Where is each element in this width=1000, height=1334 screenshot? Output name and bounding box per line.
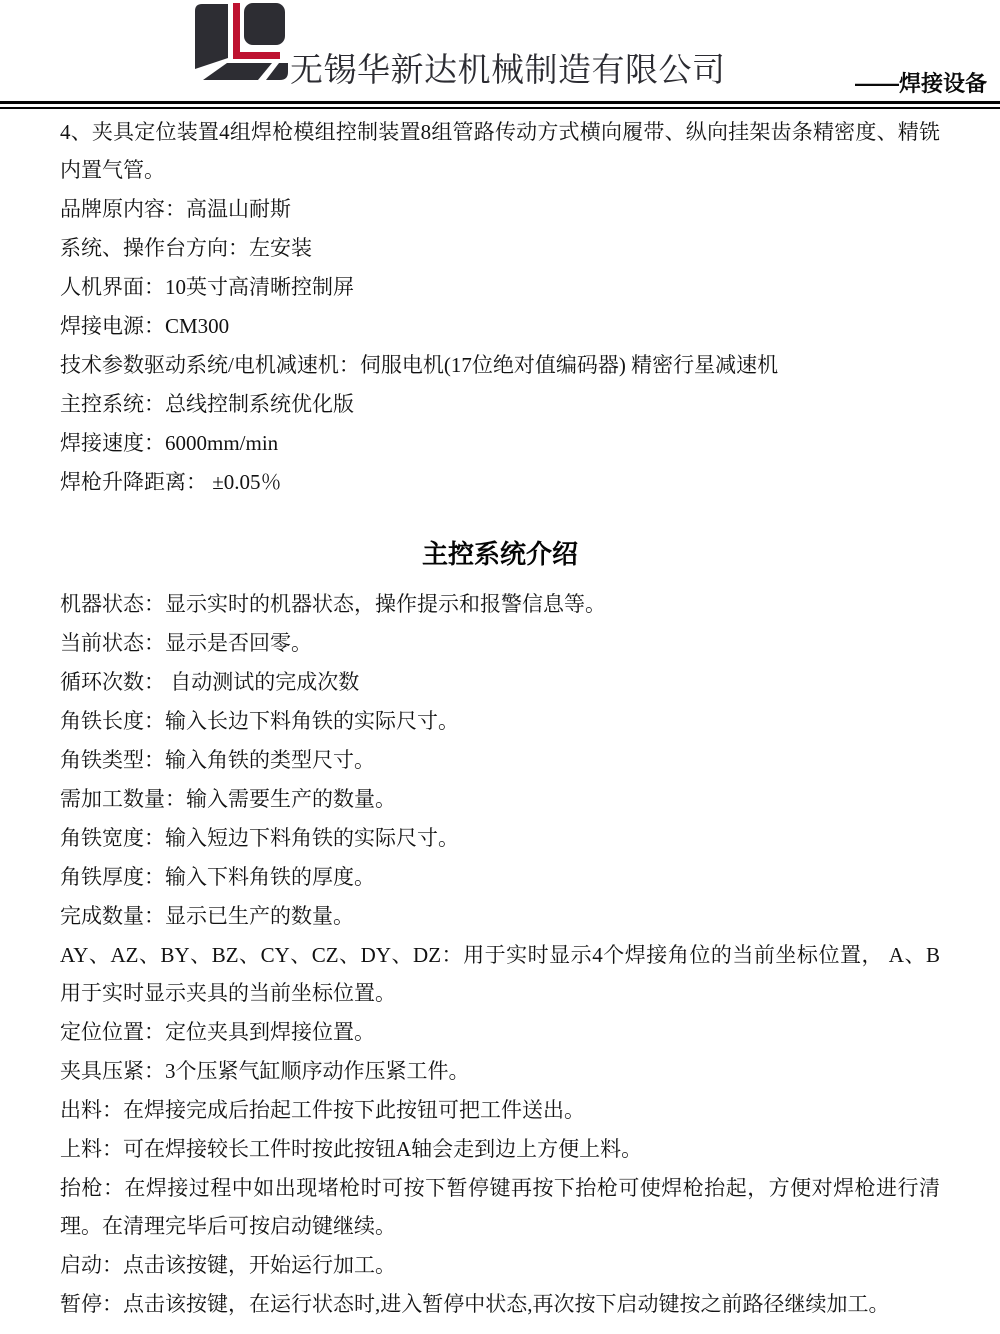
intro-paragraph: 角铁长度：输入长边下料角铁的实际尺寸。 — [60, 709, 459, 733]
document-header — [0, 0, 1000, 101]
intro-paragraph: 需加工数量：输入需要生产的数量。 — [60, 787, 396, 811]
spec-paragraph: 焊接电源：CM300 — [60, 314, 230, 338]
intro-paragraph: 机器状态：显示实时的机器状态，操作提示和报警信息等。 — [60, 592, 606, 616]
intro-paragraph: 角铁类型：输入角铁的类型尺寸。 — [60, 748, 375, 772]
document-body — [0, 109, 1000, 1323]
spec-paragraph: 人机界面：10英寸高清晰控制屏 — [60, 275, 354, 299]
intro-paragraph: AY、AZ、BY、BZ、CY、CZ、DY、DZ：用于实时显示4个焊接角位的当前坐标位置， A、B用于实时显示夹具的当前坐标位置。 — [60, 943, 940, 1005]
spec-paragraph: 焊枪升降距离： ±0.05％ — [60, 470, 282, 494]
company-name: 无锡华新达机械制造有限公司 — [290, 51, 726, 89]
intro-paragraph: 夹具压紧：3个压紧气缸顺序动作压紧工件。 — [60, 1059, 470, 1083]
spec-paragraph: 焊接速度：6000mm/min — [60, 431, 279, 455]
intro-paragraph: 出料：在焊接完成后抬起工件按下此按钮可把工件送出。 — [60, 1098, 585, 1122]
header-divider — [0, 101, 1000, 109]
intro-paragraph: 启动：点击该按键，开始运行加工。 — [60, 1253, 396, 1277]
specs-section — [60, 113, 940, 501]
spec-paragraph: 技术参数驱动系统/电机减速机：伺服电机(17位绝对值编码器) 精密行星减速机 — [60, 353, 779, 377]
intro-paragraph: 循环次数： 自动测试的完成次数 — [60, 670, 360, 694]
section-title: 主控系统介绍 — [421, 540, 578, 569]
intro-paragraph: 定位位置：定位夹具到焊接位置。 — [60, 1020, 375, 1044]
intro-paragraph: 抬枪：在焊接过程中如出现堵枪时可按下暂停键再按下抬枪可使焊枪抬起，方便对焊枪进行清理。在清理完毕后可按启动键继续。 — [60, 1176, 940, 1238]
intro-paragraph: 完成数量：显示已生产的数量。 — [60, 904, 354, 928]
intro-paragraph: 当前状态：显示是否回零。 — [60, 631, 312, 655]
intro-paragraph: 角铁厚度：输入下料角铁的厚度。 — [60, 865, 375, 889]
spec-paragraph: 品牌原内容：高温山耐斯 — [60, 197, 291, 221]
intro-paragraph: 角铁宽度：输入短边下料角铁的实际尺寸。 — [60, 826, 459, 850]
intro-section — [60, 585, 940, 1323]
intro-paragraph: 暂停：点击该按键，在运行状态时,进入暂停中状态,再次按下启动键按之前路径继续加工。 — [60, 1292, 890, 1316]
spec-paragraph: 4、夹具定位装置4组焊枪模组控制装置8组管路传动方式横向履带、纵向挂架齿条精密度、精铣内置气管。 — [60, 120, 940, 182]
spec-paragraph: 主控系统：总线控制系统优化版 — [60, 392, 354, 416]
intro-paragraph: 上料：可在焊接较长工件时按此按钮A轴会走到边上方便上料。 — [60, 1137, 643, 1161]
spec-paragraph: 系统、操作台方向：左安装 — [60, 236, 312, 260]
header-tagline: ——焊接设备 — [854, 71, 987, 96]
company-logo — [192, 1, 289, 89]
company-logo-icon — [192, 1, 289, 89]
